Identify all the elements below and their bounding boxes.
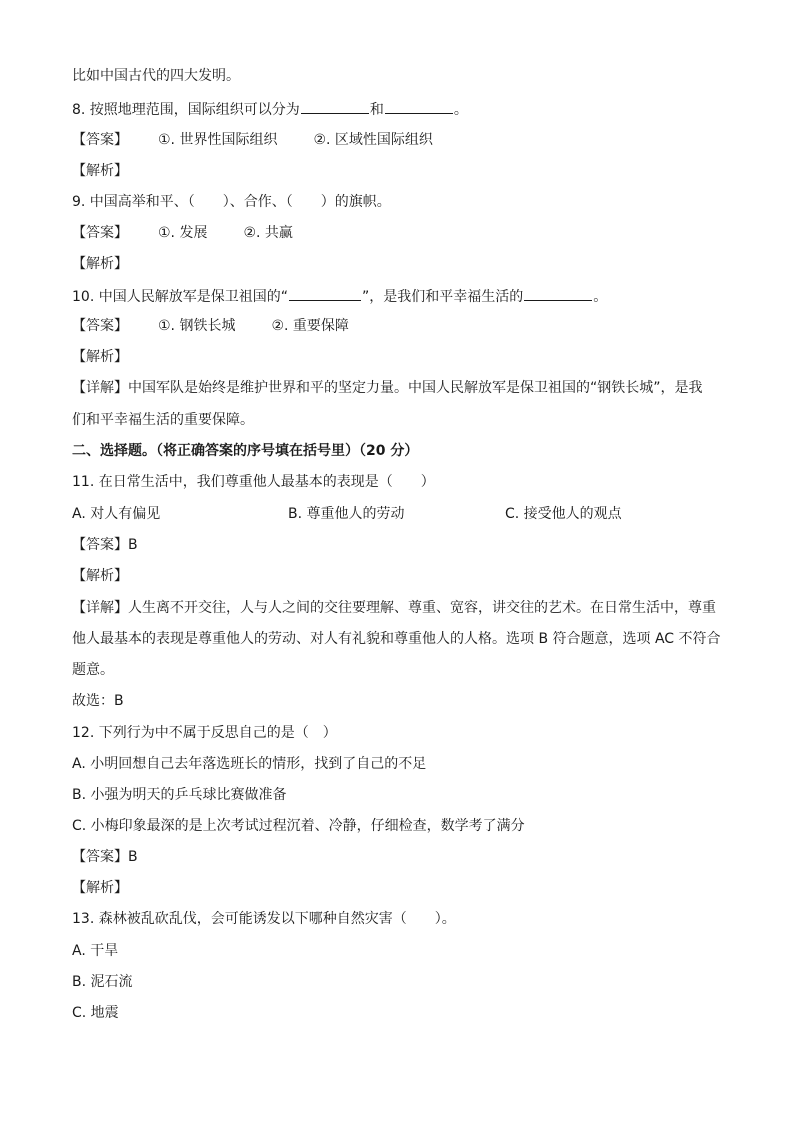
- option-c: C. 小梅印象最深的是上次考试过程沉着、冷静，仔细检查，数学考了满分: [72, 818, 525, 834]
- answer-9-item-2: ②. 共赢: [243, 225, 293, 241]
- question-8-text-and: 和: [369, 102, 384, 118]
- analysis-8: 【解析】: [72, 163, 128, 179]
- text-line: 比如中国古代的四大发明。: [72, 68, 240, 84]
- fill-blank: [289, 286, 361, 301]
- option-c: C. 接受他人的观点: [505, 506, 622, 522]
- analysis-10: 【解析】: [72, 349, 128, 365]
- analysis-12: 【解析】: [72, 880, 128, 896]
- option-a: A. 小明回想自己去年落选班长的情形，找到了自己的不足: [72, 756, 427, 772]
- answer-tag: 【答案】: [72, 225, 128, 241]
- question-8-text: 8. 按照地理范围，国际组织可以分为: [72, 102, 300, 118]
- question-10-text-end: 。: [593, 289, 608, 305]
- question-10: [72, 286, 607, 307]
- conclusion-11: 故选：B: [72, 693, 124, 709]
- analysis-11: 【解析】: [72, 568, 128, 584]
- question-11: 11. 在日常生活中，我们尊重他人最基本的表现是（ ）: [72, 474, 435, 490]
- detail-11-line-1: 【详解】人生离不开交往，人与人之间的交往要理解、尊重、宽容，讲交往的艺术。在日常生活中，尊重: [72, 600, 716, 616]
- fill-blank: [524, 286, 592, 301]
- question-9: 9. 中国高举和平、（ ）、合作、（ ）的旗帜。: [72, 194, 391, 210]
- option-b: B. 尊重他人的劳动: [288, 506, 405, 522]
- answer-11: 【答案】B: [72, 537, 138, 553]
- answer-8-item-1: ①. 世界性国际组织: [158, 132, 278, 148]
- detail-11-line-2: 他人最基本的表现是尊重他人的劳动、对人有礼貌和尊重他人的人格。选项 B 符合题意，选项 AC 不符合: [72, 631, 721, 647]
- detail-10-line-2: 们和平幸福生活的重要保障。: [72, 412, 254, 428]
- detail-10-line-1: 【详解】中国军队是始终是维护世界和平的坚定力量。中国人民解放军是保卫祖国的“钢铁长城”，是我: [72, 380, 703, 396]
- analysis-9: 【解析】: [72, 256, 128, 272]
- option-a: A. 干旱: [72, 943, 119, 959]
- question-10-text: 10. 中国人民解放军是保卫祖国的“: [72, 289, 288, 305]
- question-13: 13. 森林被乱砍乱伐，会可能诱发以下哪种自然灾害（ ）。: [72, 911, 456, 927]
- option-b: B. 泥石流: [72, 974, 133, 990]
- answer-10: [72, 316, 349, 336]
- answer-8: [72, 130, 433, 150]
- option-b: B. 小强为明天的乒乓球比赛做准备: [72, 787, 287, 803]
- option-c: C. 地震: [72, 1005, 119, 1021]
- question-8: [72, 99, 468, 120]
- answer-9: [72, 223, 293, 243]
- answer-9-item-1: ①. 发展: [158, 225, 208, 241]
- answer-8-item-2: ②. 区域性国际组织: [313, 132, 433, 148]
- section-heading: 二、选择题。（将正确答案的序号填在括号里）（20 分）: [72, 443, 419, 459]
- answer-10-item-1: ①. 钢铁长城: [158, 318, 236, 334]
- option-a: A. 对人有偏见: [72, 506, 161, 522]
- fill-blank: [301, 99, 369, 114]
- answer-10-item-2: ②. 重要保障: [271, 318, 349, 334]
- question-10-text-mid: ”，是我们和平幸福生活的: [361, 289, 524, 305]
- answer-tag: 【答案】: [72, 318, 128, 334]
- detail-11-line-3: 题意。: [72, 662, 114, 678]
- fill-blank: [385, 99, 453, 114]
- answer-tag: 【答案】: [72, 132, 128, 148]
- answer-12: 【答案】B: [72, 849, 138, 865]
- question-12: 12. 下列行为中不属于反思自己的是（ ）: [72, 725, 337, 741]
- question-8-text-end: 。: [453, 102, 468, 118]
